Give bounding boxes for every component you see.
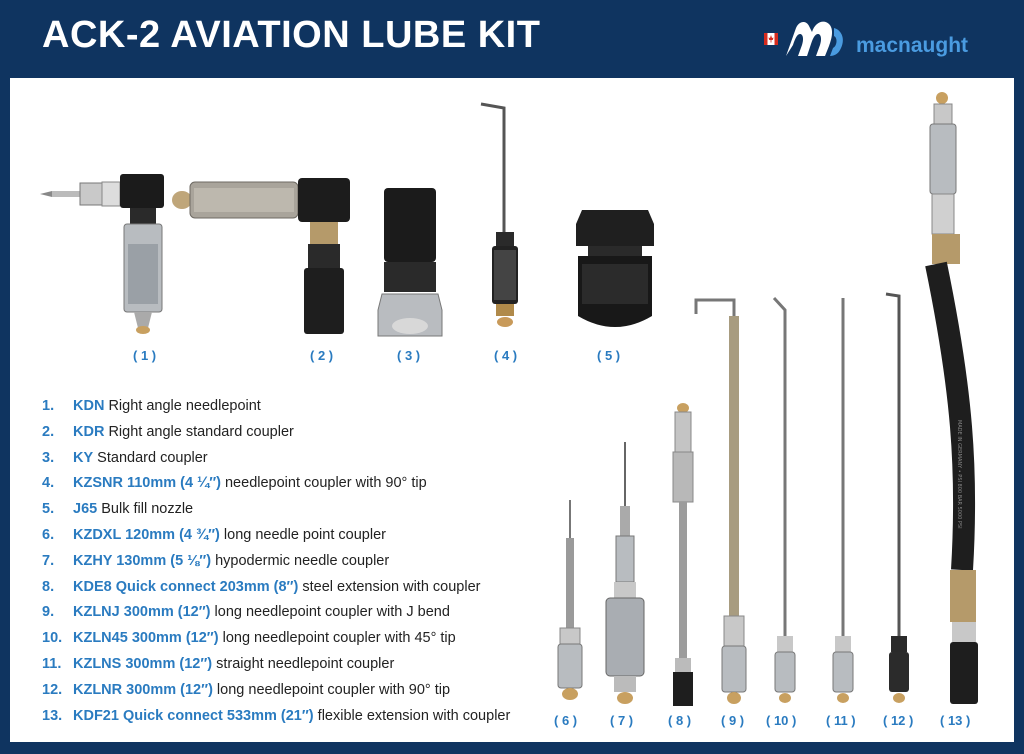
item-description: flexible extension with coupler xyxy=(313,707,511,724)
item-code: KY xyxy=(73,449,94,466)
macnaught-m-logo-icon xyxy=(782,18,850,58)
item-number: 2. xyxy=(42,423,55,440)
item-description: Bulk fill nozzle xyxy=(97,501,194,518)
parts-list-item xyxy=(42,527,510,553)
tool-image-2 xyxy=(170,170,360,340)
item-code: KZLNR 300mm (12″) xyxy=(73,681,213,698)
tool-image-7 xyxy=(600,440,650,708)
parts-list-item xyxy=(42,682,510,708)
tool-image-9 xyxy=(686,296,756,708)
tool-image-6 xyxy=(550,498,590,708)
canada-flag-icon xyxy=(764,33,778,45)
item-code: J65 xyxy=(73,501,98,518)
tool-label-9: ( 9 ) xyxy=(721,713,745,728)
tool-label-1: ( 1 ) xyxy=(133,348,157,363)
item-description: Right angle needlepoint xyxy=(104,398,261,414)
item-number: 11. xyxy=(42,655,62,672)
item-number: 4. xyxy=(42,475,55,492)
item-code: KDR xyxy=(73,423,105,440)
content-panel xyxy=(10,78,1014,742)
parts-list xyxy=(42,398,510,733)
tool-label-10: ( 10 ) xyxy=(766,713,797,728)
parts-list-item xyxy=(42,501,510,527)
parts-list-item xyxy=(42,579,510,605)
item-number: 8. xyxy=(42,578,55,595)
item-description: long needlepoint coupler with J bend xyxy=(210,604,450,621)
item-code: KDF21 Quick connect 533mm (21″) xyxy=(73,707,314,724)
item-number: 10. xyxy=(42,630,63,647)
tool-image-13 xyxy=(922,90,988,708)
tool-image-10 xyxy=(768,296,802,708)
page-title: ACK-2 AVIATION LUBE KIT xyxy=(42,14,541,56)
item-number: 9. xyxy=(42,604,55,621)
item-number: 5. xyxy=(42,501,55,518)
item-description: Right angle standard coupler xyxy=(104,423,294,440)
item-number: 3. xyxy=(42,449,55,466)
item-description: hypodermic needle coupler xyxy=(211,552,390,569)
item-number: 6. xyxy=(42,526,55,543)
item-number: 12. xyxy=(42,681,63,698)
item-description: Standard coupler xyxy=(93,449,208,466)
brand-name: macnaught xyxy=(856,34,969,57)
item-code: KDN xyxy=(73,398,105,414)
tool-image-4 xyxy=(476,100,536,340)
item-description: straight needlepoint coupler xyxy=(212,655,395,672)
item-code: KZLNJ 300mm (12″) xyxy=(73,604,211,621)
tool-image-11 xyxy=(828,296,858,708)
item-code: KZHY 130mm (5 ⅛″) xyxy=(73,552,212,569)
tool-label-12: ( 12 ) xyxy=(883,713,914,728)
item-code: KZDXL 120mm (4 ¾″) xyxy=(73,526,220,543)
tool-image-1 xyxy=(38,170,178,340)
parts-list-item xyxy=(42,475,510,501)
tool-image-12 xyxy=(882,292,916,708)
item-number: 1. xyxy=(42,398,55,414)
tool-label-3: ( 3 ) xyxy=(397,348,421,363)
header-bar xyxy=(0,0,1024,78)
tool-label-13: ( 13 ) xyxy=(940,713,971,728)
parts-list-item xyxy=(42,398,510,424)
item-code: KDE8 Quick connect 203mm (8″) xyxy=(73,578,299,595)
item-number: 13. xyxy=(42,707,63,724)
item-code: KZSNR 110mm (4 ¼″) xyxy=(73,475,221,492)
brand-logo xyxy=(764,16,994,62)
tool-label-5: ( 5 ) xyxy=(597,348,621,363)
item-description: needlepoint coupler with 90° tip xyxy=(220,475,427,492)
parts-list-item xyxy=(42,708,510,734)
parts-list-item xyxy=(42,450,510,476)
item-code: KZLNS 300mm (12″) xyxy=(73,655,213,672)
tool-image-5 xyxy=(570,206,660,340)
tool-label-4: ( 4 ) xyxy=(494,348,518,363)
item-number: 7. xyxy=(42,552,55,569)
hose-print-text: MADE IN GERMANY • PSI 800 BAR 5000 PSI xyxy=(956,420,962,529)
tool-label-7: ( 7 ) xyxy=(610,713,634,728)
tool-label-8: ( 8 ) xyxy=(668,713,692,728)
tool-image-3 xyxy=(374,186,450,340)
parts-list-item xyxy=(42,424,510,450)
item-description: long needle point coupler xyxy=(219,526,386,543)
parts-list-item xyxy=(42,630,510,656)
parts-list-item xyxy=(42,656,510,682)
item-description: long needlepoint coupler with 45° tip xyxy=(218,630,456,647)
item-code: KZLN45 300mm (12″) xyxy=(73,630,219,647)
tool-label-2: ( 2 ) xyxy=(310,348,334,363)
item-description: steel extension with coupler xyxy=(298,578,481,595)
parts-list-item xyxy=(42,604,510,630)
tool-label-11: ( 11 ) xyxy=(826,713,856,728)
tool-label-6: ( 6 ) xyxy=(554,713,578,728)
item-description: long needlepoint coupler with 90° tip xyxy=(212,681,451,698)
parts-list-item xyxy=(42,553,510,579)
